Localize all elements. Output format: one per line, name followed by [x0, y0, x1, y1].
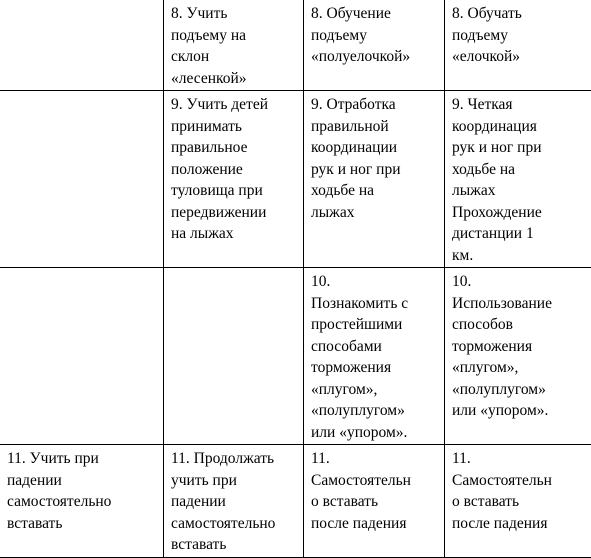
table-cell: 8. Учить подъему на склон «лесенкой»	[164, 0, 304, 91]
table-cell: 11. Самостоятельн о вставать после падения	[304, 445, 445, 558]
table-cell	[0, 91, 164, 268]
table-cell: 9. Отработка правильной координации рук и ног при ходьбе на лыжах	[304, 91, 445, 268]
table-cell: 9. Учить детей принимать правильное положение туловища при передвижении на лыжах	[164, 91, 304, 268]
table-cell: 11. Самостоятельн о вставать после падения	[445, 445, 591, 558]
table-cell	[164, 268, 304, 445]
table-cell: 11. Учить при падении самостоятельно вставать	[0, 445, 164, 558]
table-row	[0, 268, 591, 445]
table-row	[0, 445, 591, 558]
table-row	[0, 91, 591, 268]
table-cell: 8. Обучать подъему «елочкой»	[445, 0, 591, 91]
table-cell: 10. Использование способов торможения «плугом», «полуплугом» или «упором».	[445, 268, 591, 445]
table-cell: 8. Обучение подъему «полуелочкой»	[304, 0, 445, 91]
table-cell: 11. Продолжать учить при падении самостоятельно вставать	[164, 445, 304, 558]
table-cell: 9. Четкая координация рук и ног при ходьбе на лыжах Прохождение дистанции 1 км.	[445, 91, 591, 268]
table-row	[0, 0, 591, 91]
table-cell: 10. Познакомить с простейшими способами торможения «плугом», «полуплугом» или «упором».	[304, 268, 445, 445]
table-cell	[0, 0, 164, 91]
table-cell	[0, 268, 164, 445]
